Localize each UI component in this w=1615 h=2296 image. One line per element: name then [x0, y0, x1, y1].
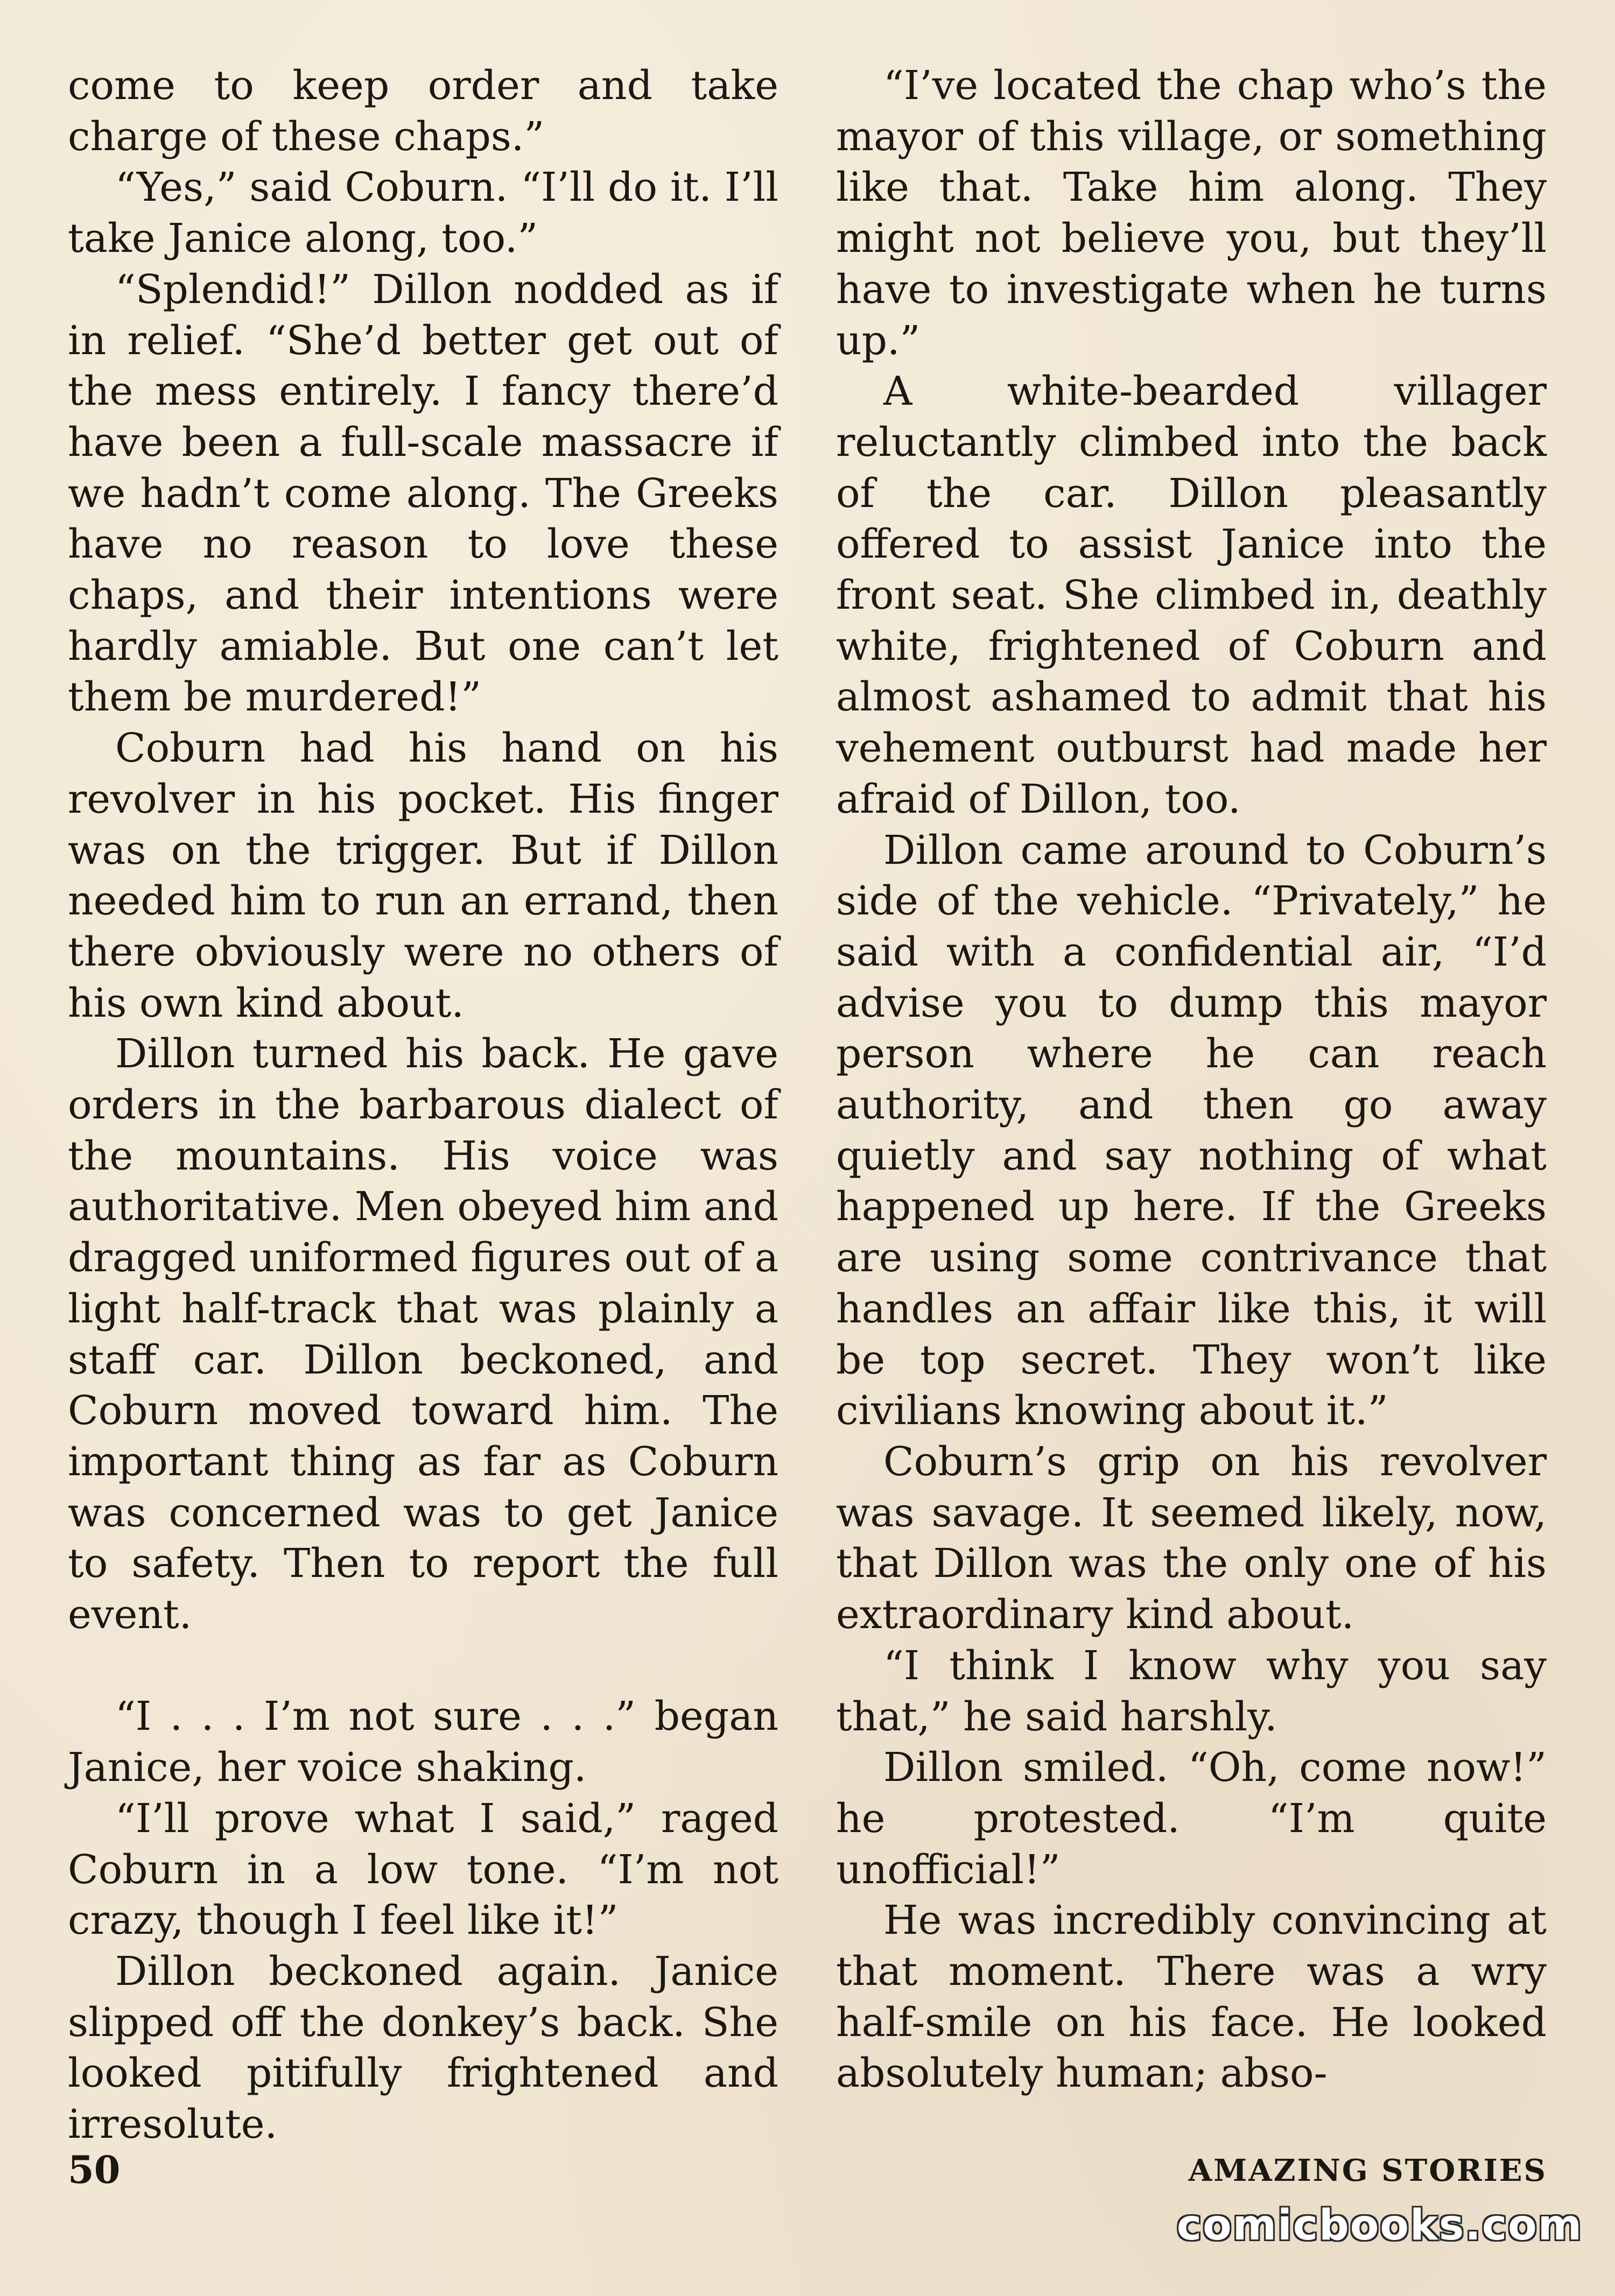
- paragraph: Dillon smiled. “Oh, come now!” he protested. “I’m quite unofficial!”: [836, 1744, 1547, 1893]
- paragraph: “I’ll prove what I said,” raged Coburn in a low tone. “I’m not crazy, though I feel like it!”: [68, 1795, 778, 1944]
- paragraph: “I’ve located the chap who’s the mayor of this village, or something like that. Take him along. They might not believe you, but they’ll have to investigate when he turns up.”: [836, 62, 1547, 364]
- paragraph: “Splendid!” Dillon nodded as if in relief. “She’d better get out of the mess entirely. I fancy there’d have been a full-scale massacre if we hadn’t come along. The Greeks have no reason to love these chaps, and their intentions were hardly amiable. But one can’t let them be murdered!”: [68, 266, 778, 721]
- left-text-column: [68, 60, 778, 2150]
- watermark: comicbooks.com: [1176, 2201, 1583, 2250]
- paragraph: “Yes,” said Coburn. “I’ll do it. I’ll take Janice along, too.”: [68, 164, 778, 262]
- paragraph: Dillon came around to Coburn’s side of the vehicle. “Privately,” he said with a confidential air, “I’d advise you to dump this mayor person where he can reach authority, and then go away quietly and say nothing of what happened up here. If the Greeks are using some contrivance that handles an affair like this, it will be top secret. They won’t like civilians knowing about it.”: [836, 827, 1547, 1434]
- paragraph: “I think I know why you say that,” he said harshly.: [836, 1642, 1547, 1740]
- paragraph: A white-bearded villager reluctantly climbed into the back of the car. Dillon pleasantly offered to assist Janice into the front seat. She climbed in, deathly white, frightened of Coburn and almost ashamed to admit that his vehement outburst had made her afraid of Dillon, too.: [836, 368, 1547, 822]
- paragraph: Dillon turned his back. He gave orders in the barbarous dialect of the mountains. His voice was authoritative. Men obeyed him and dragged uniformed figures out of a light half-track that was plainly a staff car. Dillon beckoned, and Coburn moved toward him. The important thing as far as Coburn was concerned was to get Janice to safety. Then to report the full event.: [68, 1031, 778, 1638]
- paragraph: come to keep order and take charge of these chaps.”: [68, 62, 778, 160]
- running-title: AMAZING STORIES: [1188, 2153, 1547, 2188]
- page-number: 50: [68, 2147, 121, 2192]
- paragraph: Coburn’s grip on his revolver was savage. It seemed likely, now, that Dillon was the only one of his extraordinary kind about.: [836, 1438, 1547, 1638]
- paragraph: Dillon beckoned again. Janice slipped off the donkey’s back. She looked pitifully frightened and irresolute.: [68, 1948, 778, 2148]
- paragraph: Coburn had his hand on his revolver in his pocket. His finger was on the trigger. But if Dillon needed him to run an errand, then there obviously were no others of his own kind about.: [68, 725, 778, 1026]
- page-footer: [68, 2147, 1547, 2207]
- paragraph: He was incredibly convincing at that moment. There was a wry half-smile on his face. He looked absolutely human; abso-: [836, 1897, 1547, 2097]
- right-text-column: [836, 60, 1547, 2099]
- section-break: [68, 1640, 778, 1692]
- paragraph: “I . . . I’m not sure . . .” began Janice, her voice shaking.: [68, 1693, 778, 1791]
